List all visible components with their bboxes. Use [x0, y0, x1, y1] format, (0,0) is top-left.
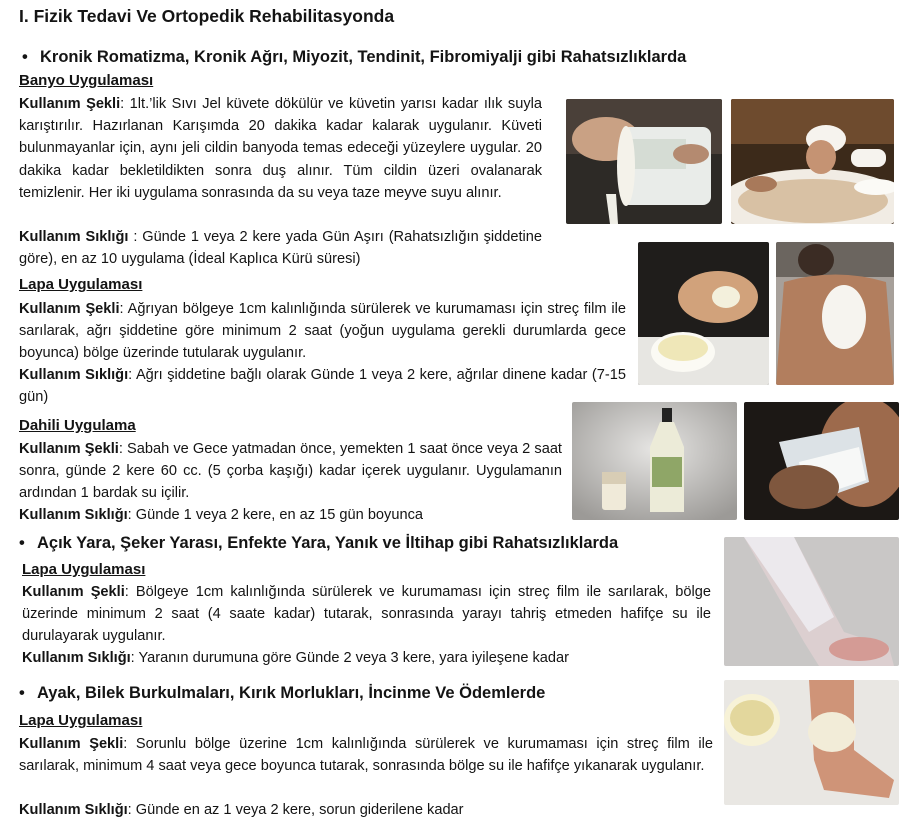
frequency-label: Kullanım Sıklığı — [19, 507, 128, 523]
frequency-label: Kullanım Sıklığı — [19, 802, 128, 818]
bullet: • — [19, 684, 25, 702]
usage-label: Kullanım Şekli — [22, 584, 125, 600]
frequency-paragraph: Kullanım Sıklığı: Günde en az 1 veya 2 kere, sorun giderilene kadar — [19, 802, 464, 818]
frequency-label: Kullanım Sıklığı — [19, 229, 129, 245]
bath-woman-photo — [731, 99, 894, 224]
frequency-label: Kullanım Sıklığı — [19, 367, 129, 383]
frequency-paragraph: Kullanım Sıklığı: Yaranın durumuna göre Günde 2 veya 3 kere, yara iyileşene kadar — [22, 650, 570, 666]
subheading-lapa: Lapa Uygulaması — [22, 561, 146, 578]
usage-paragraph: Kullanım Şekli: Bölgeye 1cm kalınlığında sürülerek ve kurumaması için streç film ile sarılarak, bölge üzerinde minimum 2 saat (4 saate kadar) tutarak, sonrasında yarayı tahriş etmeden hafifçe su ile durulayarak uygulanır. — [22, 584, 711, 645]
usage-paragraph: Kullanım Şekli: Sorunlu bölge üzerine 1cm kalınlığında sürülerek ve kurumaması için streç film ile sarılarak, minimum 4 saat veya gece boyunca tutarak, sonrasında bölge su ile hafifçe yıkanarak uygulanır. — [19, 736, 713, 775]
gel-jar-pour-photo — [566, 99, 722, 224]
usage-label: Kullanım Şekli — [19, 301, 120, 317]
drinking-glass-photo — [744, 402, 899, 520]
bullet: • — [22, 48, 28, 66]
usage-label: Kullanım Şekli — [19, 96, 121, 112]
frequency-paragraph: Kullanım Sıklığı : Günde 1 veya 2 kere yada Gün Aşırı (Rahatsızlığın şiddetine göre), en az 10 uygulama (İdeal Kaplıca Kürü süresi) — [19, 229, 542, 268]
subheading-dahili: Dahili Uygulama — [19, 417, 136, 434]
section-heading-2: • Açık Yara, Şeker Yarası, Enfekte Yara, Yanık ve İltihap gibi Rahatsızlıklarda — [19, 534, 619, 552]
subheading-lapa: Lapa Uygulaması — [19, 712, 143, 729]
bottle-and-glass-photo — [572, 402, 737, 520]
page-title: I. Fizik Tedavi Ve Ortopedik Rehabilitasyonda — [19, 6, 395, 26]
hand-paste-jar-photo — [638, 242, 769, 385]
subheading-banyo: Banyo Uygulaması — [19, 72, 154, 89]
back-poultice-photo — [776, 242, 894, 385]
usage-paragraph: Kullanım Şekli: Ağrıyan bölgeye 1cm kalınlığında sürülerek ve kurumaması için streç film ile sarılarak, ağrı şiddetine göre minimum 2 saat (yoğun uygulama gerekli durumlarda gece boyunca) bölge üzerinde tutularak uygulanır. — [19, 301, 626, 362]
frequency-paragraph: Kullanım Sıklığı: Ağrı şiddetine bağlı olarak Günde 1 veya 2 kere, ağrılar dinene kadar (7-15 gün) — [19, 367, 627, 406]
usage-paragraph: Kullanım Şekli: 1lt.’lik Sıvı Jel küvete dökülür ve küvetin yarısı kadar ılık suyla karıştırılır. Hazırlanan Karışımda 20 dakika kadar kalarak uygulanır. Küveti bulunmayanlar için, aynı jeli cildin banyoda temas edeceği yüzeylere uygular. 20 dakika kadar bekletildikten sonra duş alınır. Tüm cildin üzeri ovalanarak temizlenir. Her iki uygulama sonrasında da su veya taze meyve suyu alınır. — [19, 96, 542, 201]
section-heading-3: • Ayak, Bilek Burkulmaları, Kırık Morlukları, İncinme Ve Ödemlerde — [19, 684, 546, 702]
subheading-lapa: Lapa Uygulaması — [19, 276, 143, 293]
section-heading-1: • Kronik Romatizma, Kronik Ağrı, Miyozit, Tendinit, Fibromiyalji gibi Rahatsızlıklarda — [22, 48, 687, 66]
usage-label: Kullanım Şekli — [19, 736, 124, 752]
frequency-label: Kullanım Sıklığı — [22, 650, 131, 666]
wrapped-ankle-photo — [724, 680, 899, 805]
bullet: • — [19, 534, 25, 552]
frequency-paragraph: Kullanım Sıklığı: Günde 1 veya 2 kere, en az 15 gün boyunca — [19, 507, 423, 523]
usage-label: Kullanım Şekli — [19, 441, 119, 457]
wrapped-leg-photo — [724, 537, 899, 666]
usage-paragraph: Kullanım Şekli: Sabah ve Gece yatmadan önce, yemekten 1 saat önce veya 2 saat sonra, günde 2 kere 60 cc. (5 çorba kaşığı) kadar içerek uygulanır. Uygulamanın ardından 1 bardak su içilir. — [19, 441, 562, 502]
